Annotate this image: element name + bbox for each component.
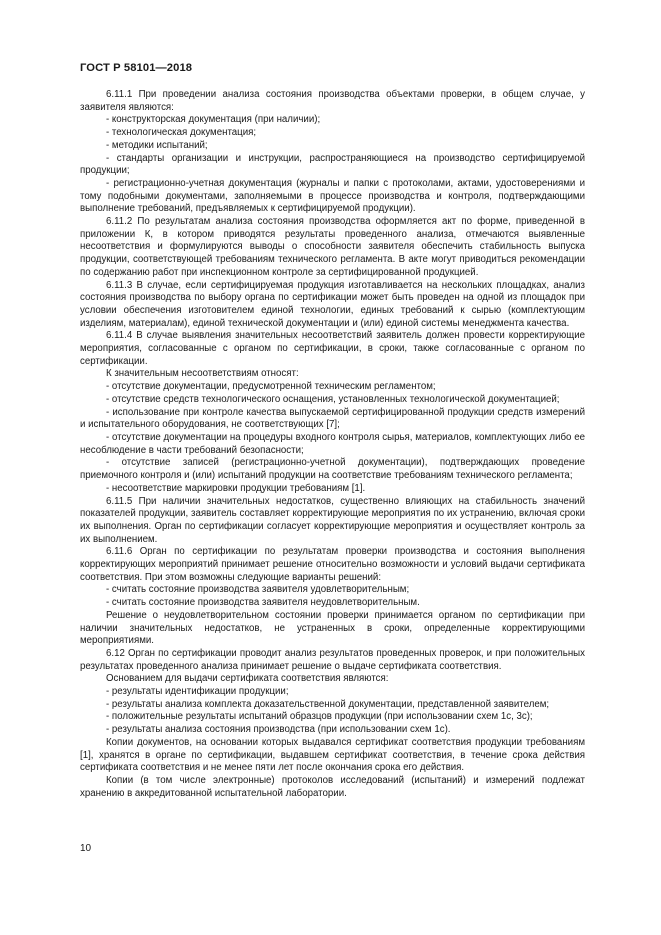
list-item: - использование при контроле качества выпускаемой сертифицированной продукции средств измерений и испытательного оборудования, не соответствующих [7]; xyxy=(80,406,585,431)
paragraph: 6.12 Орган по сертификации проводит анализ результатов проведенных проверок, и при положительных результатах проведенного анализа принимает решение о выдаче сертификата соответствия. xyxy=(80,647,585,672)
paragraph: 6.11.4 В случае выявления значительных несоответствий заявитель должен провести корректирующие мероприятия, согласованные с органом по сертификации, в сроки, также согласованные с органом по сертификации. xyxy=(80,330,585,367)
paragraph: 6.11.2 По результатам анализа состояния производства оформляется акт по форме, приведенной в приложении К, в котором приводятся результаты проведенного анализа, отмечаются выявленные несоответствия и формулируются выводы о способности заявителя обеспечить стабильность выпуска продукции, соответствующей требованиям технического регламента. В акте могут приводиться рекомендации по содержанию работ при инспекционном контроле за сертифицированной продукцией. xyxy=(80,216,585,278)
list-item: - считать состояние производства заявителя удовлетворительным; xyxy=(106,584,410,596)
page-number: 10 xyxy=(80,843,92,854)
list-item: - технологическая документация; xyxy=(106,127,257,139)
paragraph: К значительным несоответствиям относят: xyxy=(106,368,299,380)
list-item: - считать состояние производства заявителя неудовлетворительным. xyxy=(106,597,420,609)
list-item: - несоответствие маркировки продукции требованиям [1]. xyxy=(106,482,366,494)
list-item: - результаты идентификации продукции; xyxy=(106,686,289,698)
paragraph: Основанием для выдачи сертификата соответствия являются: xyxy=(106,673,389,685)
list-item: - отсутствие документации, предусмотренной техническим регламентом; xyxy=(106,381,436,393)
list-item: - результаты анализа комплекта доказательственной документации, представленной заявителем; xyxy=(106,698,550,710)
paragraph: Решение о неудовлетворительном состоянии проверки принимается органом по сертификации при наличии значительных недостатков, не устраненных в сроки, определенные корректирующими мероприятиями. xyxy=(80,609,585,647)
document-body xyxy=(80,89,585,800)
list-item: - стандарты организации и инструкции, распространяющиеся на производство сертифицируемой продукции; xyxy=(80,152,585,177)
list-item: - отсутствие средств технологического оснащения, установленных технологической документацией; xyxy=(106,393,560,405)
list-item: - регистрационно-учетная документация (журналы и папки с протоколами, актами, удостоверениями и тому подобными документами, заполняемыми в процессе производства и контроля, подтверждающими выполнение требований, предъявляемых к сертифицируемой продукции). xyxy=(80,177,585,215)
paragraph: 6.11.5 При наличии значительных недостатков, существенно влияющих на стабильность значений показателей продукции, заявитель составляет корректирующие мероприятия по их устранению, включая сроки их выполнения. Орган по сертификации согласует корректирующие мероприятия и осуществляет контроль за их выполнением. xyxy=(80,495,585,545)
list-item: - отсутствие записей (регистрационно-учетной документации), подтверждающих проведение приемочного контроля и (или) испытаний продукции на соответствие требованиям технического регламента; xyxy=(80,457,585,482)
paragraph: Копии (в том числе электронные) протоколов исследований (испытаний) и измерений подлежат хранению в аккредитованной испытательной лаборатории. xyxy=(80,774,585,799)
list-item: - результаты анализа состояния производства (при использовании схем 1с). xyxy=(106,724,451,736)
list-item: - методики испытаний; xyxy=(106,139,208,151)
paragraph: 6.11.3 В случае, если сертифицируемая продукция изготавливается на нескольких площадках, анализ состояния производства по выбору органа по сертификации может быть проведен на одной из площадок при условии обеспечения изготовителем единой технологии, единых требований к сырью (комплектующим изделиям, материалам), единой технической документации и (или) единой системы менеджмента качества. xyxy=(80,279,585,329)
list-item: - отсутствие документации на процедуры входного контроля сырья, материалов, комплектующих либо ее несоблюдение в части требований безопасности; xyxy=(80,431,585,456)
document-header: ГОСТ Р 58101—2018 xyxy=(80,62,193,74)
paragraph: 6.11.6 Орган по сертификации по результатам проверки производства и состояния выполнения корректирующих мероприятий принимает решение относительно возможности и условий выдачи сертификата соответствия. При этом возможны следующие варианты решений: xyxy=(80,546,585,583)
paragraph: 6.11.1 При проведении анализа состояния производства объектами проверки, в общем случае, у заявителя являются: xyxy=(80,89,585,113)
list-item: - конструкторская документация (при наличии); xyxy=(106,114,321,126)
paragraph: Копии документов, на основании которых выдавался сертификат соответствия продукции требованиям [1], хранятся в органе по сертификации, выдавшем сертификат соответствия, в течение срока действия сертификата соответствия и не менее пяти лет после окончания срока его действия. xyxy=(80,736,585,774)
list-item: - положительные результаты испытаний образцов продукции (при использовании схем 1с, 3с); xyxy=(106,711,533,723)
